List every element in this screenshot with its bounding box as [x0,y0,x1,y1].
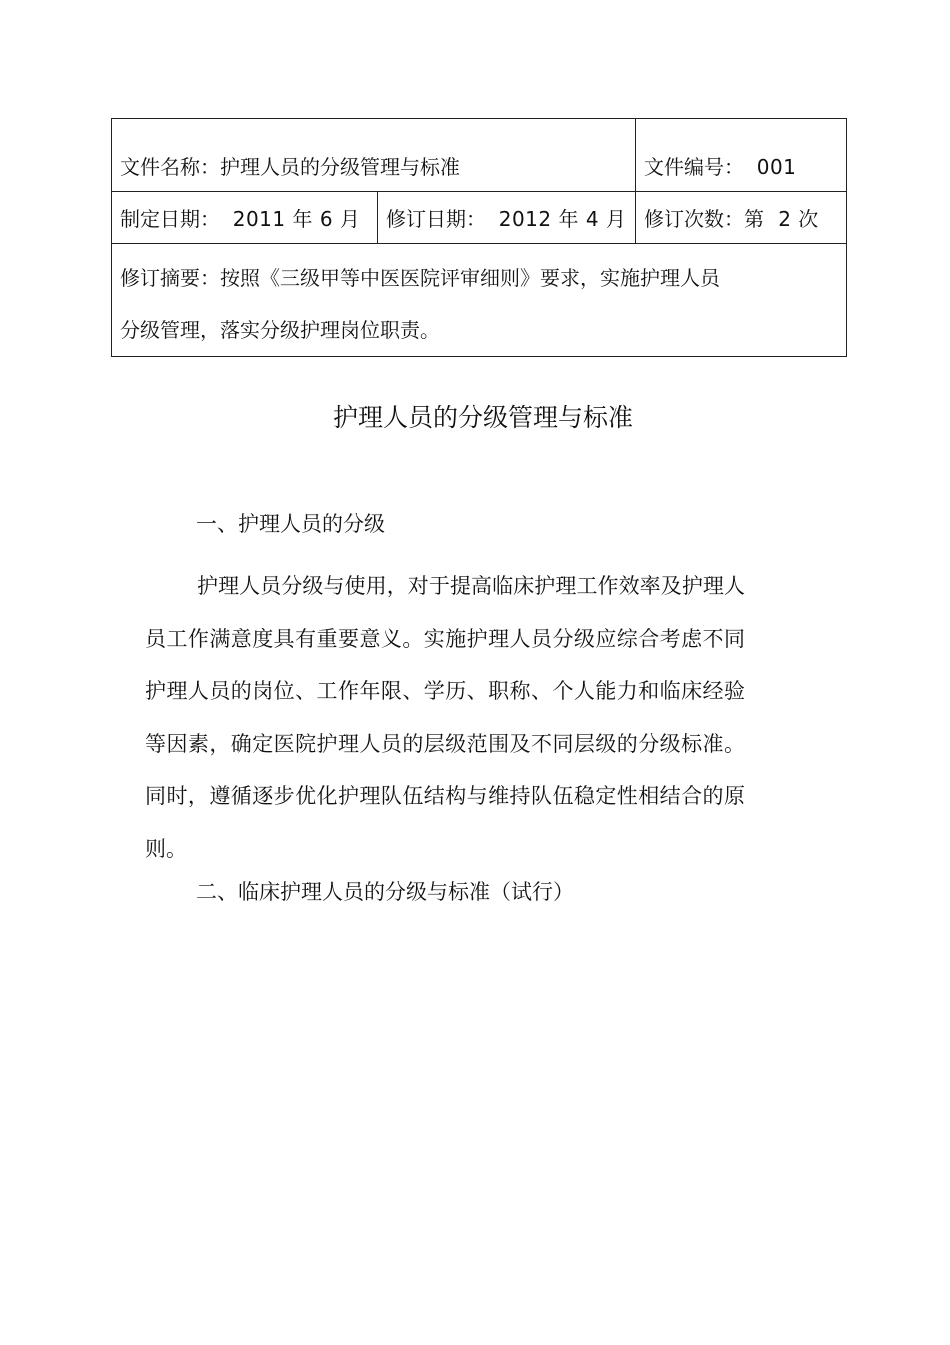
section-heading-1: 一、护理人员的分级 [196,512,385,536]
revised-date-label: 修订日期： [386,207,486,231]
revised-date-cell [378,192,636,244]
revision-count-value: 第 2 次 [744,207,819,231]
document-info-table [111,118,847,357]
revision-count-label: 修订次数： [644,207,744,231]
file-number-value: 001 [756,154,797,179]
created-date-value: 2011 年 6 月 [232,207,361,231]
summary-line-2: 分级管理，落实分级护理岗位职责。 [120,318,440,342]
revision-summary-cell [112,244,847,357]
summary-label: 修订摘要： [120,266,220,290]
file-name-cell [112,119,636,192]
summary-line-1: 按照《三级甲等中医医院评审细则》要求，实施护理人员 [220,266,720,290]
file-name-label: 文件名称： [120,154,220,179]
file-number-cell [636,119,847,192]
table-row [112,192,847,244]
table-row [112,119,847,192]
file-number-label: 文件编号： [644,154,744,179]
section-heading-2: 二、临床护理人员的分级与标准（试行） [196,880,574,904]
file-name-value: 护理人员的分级管理与标准 [220,154,460,179]
created-date-cell [112,192,378,244]
created-date-label: 制定日期： [120,207,220,231]
document-title: 护理人员的分级管理与标准 [332,403,633,432]
revision-count-cell [636,192,847,244]
table-row [112,244,847,357]
section-paragraph-1: 护理人员分级与使用，对于提高临床护理工作效率及护理人员工作满意度具有重要意义。实施护理人员分级应综合考虑不同护理人员的岗位、工作年限、学历、职称、个人能力和临床经验等因素，确定医院护理人员的层级范围及不同层级的分级标准。同时，遵循逐步优化护理队伍结构与维持队伍稳定性相结合的原则。 [145,574,745,861]
revised-date-value: 2012 年 4 月 [498,207,627,231]
